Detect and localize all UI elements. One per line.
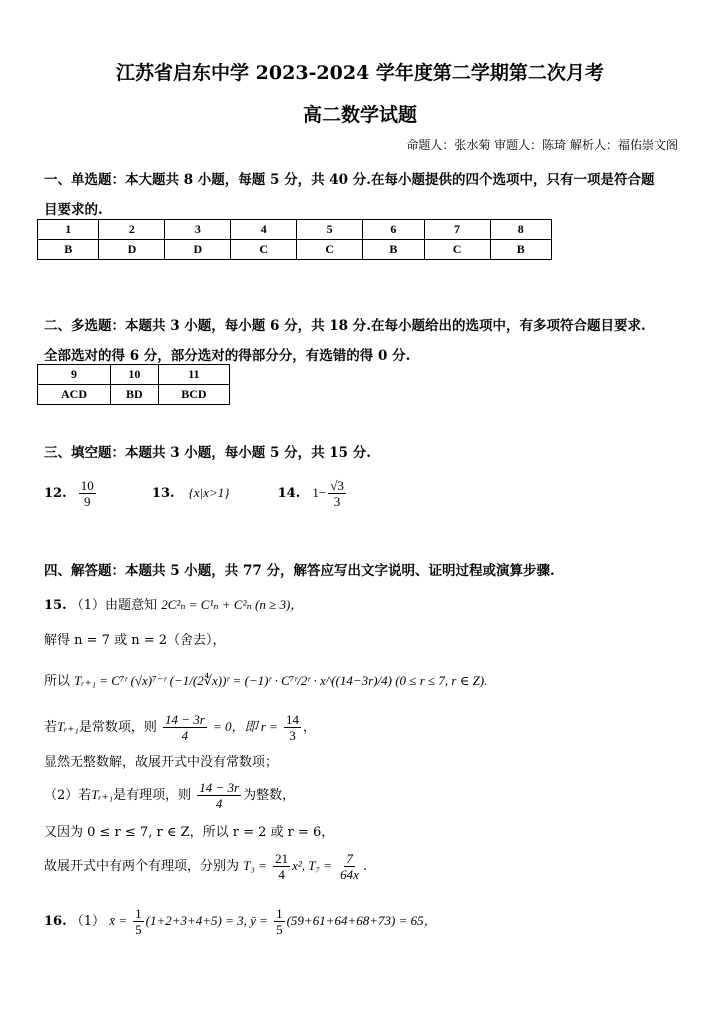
q16-l1-fraction1 — [133, 906, 144, 937]
q15-l4-fraction — [163, 712, 207, 743]
q16-l1-numerator2: 1 — [276, 906, 283, 921]
q13-label: 13. — [151, 486, 175, 501]
authors-line: 命题人：张水菊 审题人：陈琦 解析人：福佑崇文阁 — [406, 138, 678, 152]
table-cell: 11 — [158, 365, 229, 385]
q15-l8-text: 故展开式中有两个有理项，分别为 — [44, 859, 240, 874]
q15-l4-denominator2: 3 — [289, 728, 296, 743]
q15-line7: 又因为 0 ≤ r ≤ 7, r ∈ Z，所以 r = 2 或 r = 6， — [44, 825, 335, 840]
q16-l1-math3: (59+61+64+68+73) = 65， — [286, 913, 437, 928]
q15-l6-fraction — [197, 780, 241, 811]
section1-heading-line2: 目要求的. — [44, 202, 103, 218]
table-cell: ACD — [38, 385, 111, 405]
table-cell: D — [165, 240, 231, 260]
q15-l8-end: . — [362, 859, 368, 874]
q16-l1-numerator1: 1 — [135, 906, 142, 921]
q15-l8-denominator1: 4 — [278, 867, 285, 882]
q15-l8-numerator2: 7 — [346, 851, 353, 866]
table-cell: C — [424, 240, 490, 260]
table-cell: B — [490, 240, 551, 260]
q16-l1-denominator1: 5 — [135, 922, 142, 937]
q15-label: 15. — [44, 598, 67, 613]
table-cell: 4 — [231, 220, 297, 240]
section2-heading-line1: 二、多选题：本题共 3 小题，每小题 6 分，共 18 分.在每小题给出的选项中，有多项符合题目要求. — [44, 318, 646, 334]
q15-line3 — [44, 670, 487, 689]
q16-line1 — [44, 906, 437, 937]
q15-l6-numerator: 14 − 3r — [199, 780, 240, 795]
q12-answer-fraction — [79, 478, 96, 509]
q15-l4-numerator2: 14 — [285, 712, 299, 727]
q15-l3-text: 所以 — [44, 674, 71, 689]
q14-label: 14. — [277, 486, 301, 501]
single-choice-answer-table — [37, 219, 552, 260]
table-cell: D — [99, 240, 165, 260]
q15-l8-fraction2 — [338, 851, 361, 882]
q15-l6-text2: 是有理项，则 — [113, 788, 192, 803]
table-cell: 8 — [490, 220, 551, 240]
table-cell: 2 — [99, 220, 165, 240]
table-cell: B — [363, 240, 424, 260]
q14-answer-fraction — [328, 478, 346, 509]
section2-heading-line2: 全部选对的得 6 分，部分选对的得部分分，有选错的得 0 分. — [44, 348, 411, 364]
table-row-numbers — [38, 220, 552, 240]
q15-line2: 解得 n = 7 或 n = 2（舍去）， — [44, 633, 226, 648]
multi-choice-answer-table — [37, 364, 230, 405]
table-cell: 7 — [424, 220, 490, 240]
q15-line8 — [44, 851, 367, 882]
document-title: 江苏省启东中学 2023-2024 学年度第二学期第二次月考 — [116, 62, 604, 84]
q15-l8-fraction1 — [273, 851, 290, 882]
q12-denominator: 9 — [84, 494, 91, 509]
q14-numerator: √3 — [330, 478, 344, 493]
q15-l4-text1: 若 — [44, 720, 58, 735]
q15-l4-fraction2 — [284, 712, 301, 743]
section4-heading: 四、解答题：本题共 5 小题，共 77 分，解答应写出文字说明、证明过程或演算步骤. — [44, 563, 555, 579]
q16-l1-denominator2: 5 — [276, 922, 283, 937]
q15-l4-math2: = 0，即 r = — [212, 719, 278, 734]
q15-line1 — [44, 594, 303, 613]
q15-line6 — [44, 780, 295, 811]
q12-label: 12. — [44, 486, 67, 501]
table-cell: BCD — [158, 385, 229, 405]
q16-l1-text: （1） — [70, 914, 106, 929]
q12-numerator: 10 — [80, 478, 94, 493]
table-cell: 5 — [297, 220, 363, 240]
table-row-answers — [38, 240, 552, 260]
table-cell: 9 — [38, 365, 111, 385]
q15-l8-math2: x², T₇ = — [292, 858, 333, 873]
table-cell: 10 — [110, 365, 158, 385]
q13-answer: {x|x>1} — [188, 485, 230, 500]
q15-l1-math: 2C²ₙ = C¹ₙ + C²ₙ (n ≥ 3)， — [161, 597, 304, 612]
q16-l1-math1: x̄ = — [109, 913, 127, 928]
q15-l4-text2: 是常数项，则 — [78, 720, 157, 735]
section1-heading-line1: 一、单选题：本大题共 8 小题，每题 5 分，共 40 分.在每小题提供的四个选项中，只有一项是符合题 — [44, 172, 655, 188]
table-cell: B — [38, 240, 99, 260]
q15-l6-math1: Tᵣ₊₁ — [91, 787, 114, 802]
q15-l4-end: ， — [302, 720, 316, 735]
q15-line5: 显然无整数解，故展开式中没有常数项； — [44, 755, 279, 770]
table-cell: 1 — [38, 220, 99, 240]
q15-l3-math: Tᵣ₊₁ = C⁷ʳ (√x)⁷⁻ʳ (−1/(2∜x))ʳ = (−1)ʳ · C⁷ʳ/2ʳ · x^((14−3r)/4) (0 ≤ r ≤ 7, r ∈ Z). — [74, 673, 488, 688]
table-row-numbers — [38, 365, 230, 385]
fill-answers-line — [44, 478, 348, 509]
q15-l8-math1: T₃ = — [243, 858, 267, 873]
q15-l4-numerator: 14 − 3r — [164, 712, 205, 727]
q15-l4-denominator: 4 — [181, 728, 189, 743]
q16-label: 16. — [44, 914, 67, 929]
table-cell: 6 — [363, 220, 424, 240]
document-subtitle: 高二数学试题 — [302, 104, 417, 126]
q14-denominator: 3 — [333, 494, 341, 509]
q14-prefix: 1− — [312, 485, 327, 500]
q16-l1-fraction2 — [274, 906, 285, 937]
q15-l8-denominator2: 64x — [340, 867, 359, 882]
q15-line4 — [44, 712, 316, 743]
q15-l1-text: （1）由题意知 — [70, 598, 158, 613]
table-row-answers — [38, 385, 230, 405]
q15-l8-numerator1: 21 — [275, 851, 289, 866]
q15-l6-text3: 为整数， — [243, 788, 296, 803]
section3-heading: 三、填空题：本题共 3 小题，每小题 5 分，共 15 分. — [44, 445, 371, 461]
q15-l6-denominator: 4 — [215, 796, 223, 811]
q15-l6-text1: （2）若 — [44, 788, 92, 803]
table-cell: BD — [110, 385, 158, 405]
table-cell: C — [297, 240, 363, 260]
q16-l1-math2: (1+2+3+4+5) = 3, ȳ = — [145, 913, 268, 928]
q15-l4-math1: Tᵣ₊₁ — [57, 719, 79, 734]
table-cell: C — [231, 240, 297, 260]
table-cell: 3 — [165, 220, 231, 240]
